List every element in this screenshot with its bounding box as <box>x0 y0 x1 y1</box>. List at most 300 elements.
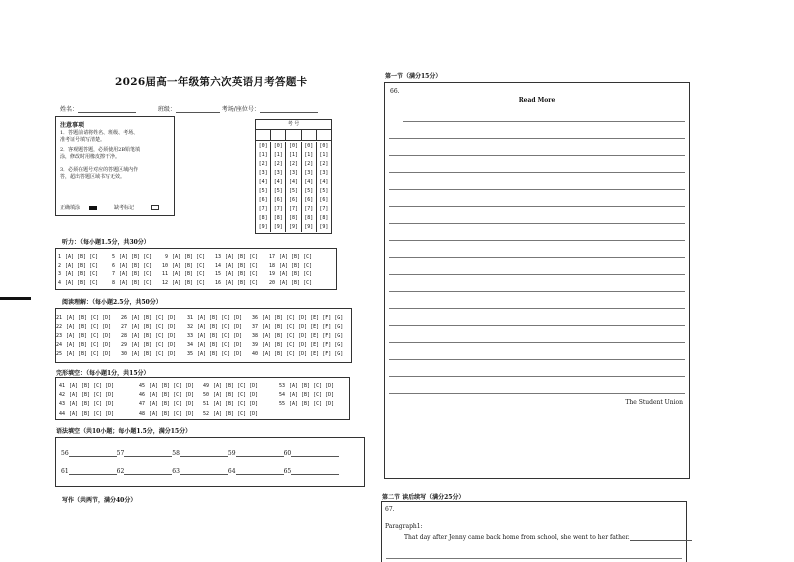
question-number: 17 <box>268 254 275 261</box>
answer-bubbles[interactable]: [A] [B] [C] <box>279 262 313 269</box>
missing-mark-label: 缺考标记 <box>114 205 135 211</box>
listening-question-row[interactable] <box>212 253 258 262</box>
answer-bubbles[interactable]: [A] [B] [C] [D] <box>131 314 177 321</box>
name-field[interactable] <box>78 106 136 113</box>
listening-question-row[interactable] <box>212 279 258 288</box>
cloze-question-row[interactable] <box>136 409 194 418</box>
question-number: 15 <box>214 271 221 278</box>
blank-num: 65 <box>283 468 292 475</box>
exam-digit-bubble[interactable]: [0] <box>273 143 283 149</box>
listening-question-row[interactable] <box>266 279 312 288</box>
listening-question-row[interactable] <box>266 262 312 271</box>
exam-digit-bubble[interactable]: [8] <box>273 215 283 221</box>
listening-group <box>106 253 152 287</box>
listening-question-row[interactable] <box>266 253 312 262</box>
question-number: 23 <box>55 332 62 339</box>
cloze-question-row[interactable] <box>200 400 258 409</box>
question-number: 8 <box>111 279 115 286</box>
answer-bubbles[interactable]: [A] [B] [C] [D] <box>197 351 243 358</box>
exam-digit-bubble[interactable]: [1] <box>304 152 314 158</box>
answer-bubbles[interactable]: [A] [B] [C] [D] <box>131 351 177 358</box>
notice-title: 注意事项 <box>60 122 85 129</box>
reading-question-row[interactable] <box>184 350 242 359</box>
exam-digit-bubble[interactable]: [8] <box>319 215 329 221</box>
reading-question-row[interactable] <box>118 313 176 322</box>
exam-digit-bubble[interactable]: [4] <box>258 179 268 185</box>
answer-bubbles[interactable]: [A] [B] [C] [D] [E] [F] [G] <box>262 342 344 349</box>
question-number: 54 <box>278 391 285 398</box>
cloze-question-row[interactable] <box>276 390 334 399</box>
answer-bubbles[interactable]: [A] [B] [C] [D] <box>289 382 335 389</box>
exam-digit-bubble[interactable]: [4] <box>304 179 314 185</box>
blank-num: 63 <box>172 468 180 475</box>
section2-number: 67. <box>385 506 395 513</box>
answer-bubbles[interactable]: [A] [B] [C] <box>119 279 153 286</box>
exam-digit-bubble[interactable]: [9] <box>258 224 268 230</box>
writing-line <box>403 121 685 122</box>
exam-digit-bubble[interactable]: [5] <box>304 188 314 194</box>
class-label: 班级： <box>157 106 176 113</box>
writing-label: 写作（共两节，满分40分） <box>62 497 137 504</box>
exam-number-column <box>271 142 286 232</box>
listening-question-row[interactable] <box>212 270 258 279</box>
answer-bubbles[interactable]: [A] [B] [C] [D] <box>213 401 259 408</box>
reading-question-row[interactable] <box>53 322 111 331</box>
cloze-question-row[interactable] <box>200 390 258 399</box>
exam-digit-bubble[interactable]: [9] <box>273 224 283 230</box>
answer-bubbles[interactable]: [A] [B] [C] [D] <box>131 332 177 339</box>
blank-num: 60 <box>283 450 292 457</box>
exam-digit-bubble[interactable]: [6] <box>273 197 283 203</box>
exam-digit-bubble[interactable]: [4] <box>319 179 329 185</box>
blank-field[interactable] <box>236 468 284 475</box>
exam-digit-bubble[interactable]: [7] <box>304 206 314 212</box>
cloze-question-row[interactable] <box>56 400 114 409</box>
listening-question-row[interactable] <box>52 270 98 279</box>
question-number: 3 <box>57 271 61 278</box>
answer-bubbles[interactable]: [A] [B] [C] [D] <box>289 391 335 398</box>
blank-num: 62 <box>116 468 125 475</box>
reading-box <box>55 308 352 363</box>
exam-digit-bubble[interactable]: [5] <box>273 188 283 194</box>
question-number: 42 <box>58 391 65 398</box>
exam-digit-bubble[interactable]: [3] <box>258 170 268 176</box>
answer-bubbles[interactable]: [A] [B] [C] [D] [E] [F] [G] <box>262 314 344 321</box>
question-number: 29 <box>120 342 127 349</box>
answer-bubbles[interactable]: [A] [B] [C] [D] [E] [F] [G] <box>262 323 344 330</box>
question-number: 47 <box>138 401 145 408</box>
exam-digit-bubble[interactable]: [7] <box>273 206 283 212</box>
exam-number-write-cell[interactable] <box>317 129 331 141</box>
blank-field[interactable] <box>180 450 228 457</box>
notice-box <box>55 116 175 216</box>
listening-box <box>55 248 337 290</box>
reading-label: 阅读理解：（每小题2.5分，共50分） <box>62 299 162 306</box>
writing-line <box>389 308 685 309</box>
reading-question-row[interactable] <box>118 322 176 331</box>
cloze-group <box>56 381 114 418</box>
exam-digit-bubble[interactable]: [9] <box>288 224 299 230</box>
question-number: 4 <box>57 279 61 286</box>
writing-line <box>389 155 685 156</box>
exam-digit-bubble[interactable]: [1] <box>273 152 283 158</box>
question-number: 9 <box>164 254 168 261</box>
exam-digit-bubble[interactable]: [4] <box>288 179 299 185</box>
reading-group <box>118 313 176 359</box>
question-number: 32 <box>186 323 193 330</box>
question-number: 49 <box>202 382 209 389</box>
reading-question-row[interactable] <box>249 322 343 331</box>
exam-digit-bubble[interactable]: [7] <box>258 206 268 212</box>
paragraph-opening <box>404 534 692 541</box>
answer-bubbles[interactable]: [A] [B] [C] [D] <box>69 410 115 417</box>
question-number: 21 <box>55 314 62 321</box>
listening-question-row[interactable] <box>106 262 152 271</box>
answer-bubbles[interactable]: [A] [B] [C] [D] <box>69 382 115 389</box>
answer-bubbles[interactable]: [A] [B] [C] <box>225 262 259 269</box>
answer-bubbles[interactable]: [A] [B] [C] [D] <box>289 401 335 408</box>
question-number: 44 <box>58 410 65 417</box>
answer-bubbles[interactable]: [A] [B] [C] [D] <box>197 332 243 339</box>
exam-number-column <box>302 142 317 232</box>
reading-question-row[interactable] <box>184 331 242 340</box>
question-number: 2 <box>57 262 61 269</box>
writing-line <box>389 223 685 224</box>
question-number: 43 <box>58 401 65 408</box>
question-number: 55 <box>278 401 285 408</box>
question-number: 7 <box>111 271 115 278</box>
cloze-question-row[interactable] <box>276 381 334 390</box>
question-number: 36 <box>251 314 258 321</box>
notice-item-1: 1．答题前请将姓名、班级、考场、准考证号填写清楚。 <box>60 130 139 143</box>
margin-mark <box>0 297 31 300</box>
question-number: 11 <box>161 271 168 278</box>
grammar-row-2 <box>61 468 339 475</box>
answer-bubbles[interactable]: [A] [B] [C] <box>225 254 259 261</box>
answer-bubbles[interactable]: [A] [B] [C] [D] [E] [F] [G] <box>262 351 344 358</box>
class-field[interactable] <box>176 106 220 113</box>
exam-number-title: 考 号 <box>256 121 331 130</box>
cloze-group <box>200 381 258 418</box>
answer-bubbles[interactable]: [A] [B] [C] [D] <box>66 351 112 358</box>
exam-number-write-cell[interactable] <box>286 129 301 141</box>
blank-field[interactable] <box>124 468 172 475</box>
exam-number-write-row[interactable] <box>256 129 331 141</box>
question-number: 50 <box>202 391 209 398</box>
answer-bubbles[interactable]: [A] [B] [C] [D] <box>131 342 177 349</box>
exam-digit-bubble[interactable]: [7] <box>319 206 329 212</box>
paragraph-blank[interactable] <box>630 534 692 541</box>
exam-digit-bubble[interactable]: [1] <box>288 152 299 158</box>
question-number: 27 <box>120 323 127 330</box>
exam-number-grid <box>255 119 332 234</box>
exam-digit-bubble[interactable]: [2] <box>319 161 329 167</box>
exam-digit-bubble[interactable]: [7] <box>288 206 299 212</box>
reading-question-row[interactable] <box>53 313 111 322</box>
exam-digit-bubble[interactable]: [9] <box>319 224 329 230</box>
exam-digit-bubble[interactable]: [8] <box>258 215 268 221</box>
question-number: 37 <box>251 323 258 330</box>
exam-digit-bubble[interactable]: [1] <box>319 152 329 158</box>
answer-bubbles[interactable]: [A] [B] [C] <box>279 254 313 261</box>
reading-question-row[interactable] <box>249 350 343 359</box>
writing-line <box>389 291 685 292</box>
cloze-question-row[interactable] <box>56 390 114 399</box>
question-number: 6 <box>111 262 115 269</box>
answer-bubbles[interactable]: [A] [B] [C] <box>119 254 153 261</box>
exam-digit-bubble[interactable]: [6] <box>319 197 329 203</box>
section2-box[interactable] <box>381 501 687 562</box>
question-number: 26 <box>120 314 127 321</box>
exam-number-write-cell[interactable] <box>302 129 317 141</box>
section1-label: 第一节（满分15分） <box>385 73 442 80</box>
listening-label: 听力：（每小题1.5分，共30分） <box>62 239 150 246</box>
listening-question-row[interactable] <box>52 253 98 262</box>
answer-bubbles[interactable]: [A] [B] [C] [D] <box>131 323 177 330</box>
answer-bubbles[interactable]: [A] [B] [C] <box>225 279 259 286</box>
answer-bubbles[interactable]: [A] [B] [C] [D] <box>213 382 259 389</box>
reading-question-row[interactable] <box>184 322 242 331</box>
cloze-question-row[interactable] <box>136 400 194 409</box>
answer-bubbles[interactable]: [A] [B] [C] <box>119 262 153 269</box>
exam-digit-bubble[interactable]: [6] <box>304 197 314 203</box>
question-number: 53 <box>278 382 285 389</box>
reading-question-row[interactable] <box>249 313 343 322</box>
exam-digit-bubble[interactable]: [8] <box>304 215 314 221</box>
blank-field[interactable] <box>291 450 339 457</box>
answer-bubbles[interactable]: [A] [B] [C] <box>279 271 313 278</box>
answer-bubbles[interactable]: [A] [B] [C] [D] <box>66 314 112 321</box>
question-number: 10 <box>161 262 168 269</box>
answer-bubbles[interactable]: [A] [B] [C] <box>65 279 99 286</box>
exam-digit-bubble[interactable]: [2] <box>273 161 283 167</box>
exam-number-write-cell[interactable] <box>271 129 286 141</box>
paragraph-opening-text: That day after Jenny came back home from school, she went to her father. <box>404 534 630 541</box>
question-number: 39 <box>251 342 258 349</box>
exam-digit-bubble[interactable]: [0] <box>319 143 329 149</box>
section1-heading: Read More <box>518 97 556 104</box>
room-field[interactable] <box>260 106 318 113</box>
question-number: 35 <box>186 351 193 358</box>
cloze-question-row[interactable] <box>200 409 258 418</box>
listening-question-row[interactable] <box>106 279 152 288</box>
notice-item-2: 2．客观题答题，必须使用2B铅笔填涂，修改时用橡皮擦干净。 <box>60 147 141 160</box>
answer-bubbles[interactable]: [A] [B] [C] <box>65 271 99 278</box>
writing-line <box>386 558 682 559</box>
exam-digit-bubble[interactable]: [0] <box>258 143 268 149</box>
reading-question-row[interactable] <box>53 341 111 350</box>
section1-number: 66. <box>390 88 400 95</box>
missing-mark-box[interactable] <box>151 205 159 210</box>
exam-digit-bubble[interactable]: [2] <box>258 161 268 167</box>
reading-question-row[interactable] <box>249 341 343 350</box>
answer-bubbles[interactable]: [A] [B] [C] [D] <box>149 391 195 398</box>
exam-digit-bubble[interactable]: [3] <box>273 170 283 176</box>
reading-group <box>53 313 111 359</box>
writing-line <box>389 359 685 360</box>
answer-bubbles[interactable]: [A] [B] [C] <box>172 254 206 261</box>
answer-bubbles[interactable]: [A] [B] [C] <box>65 254 99 261</box>
answer-bubbles[interactable]: [A] [B] [C] [D] <box>213 391 259 398</box>
exam-digit-bubble[interactable]: [2] <box>304 161 314 167</box>
question-number: 41 <box>58 382 65 389</box>
answer-bubbles[interactable]: [A] [B] [C] <box>119 271 153 278</box>
answer-bubbles[interactable]: [A] [B] [C] [D] <box>149 382 195 389</box>
cloze-question-row[interactable] <box>136 390 194 399</box>
cloze-question-row[interactable] <box>276 400 334 409</box>
blank-field[interactable] <box>69 450 117 457</box>
reading-question-row[interactable] <box>184 313 242 322</box>
blank-field[interactable] <box>69 468 117 475</box>
exam-digit-bubble[interactable]: [8] <box>288 215 299 221</box>
answer-bubbles[interactable]: [A] [B] [C] [D] <box>66 332 112 339</box>
blank-field[interactable] <box>124 450 172 457</box>
answer-bubbles[interactable]: [A] [B] [C] [D] <box>66 342 112 349</box>
cloze-question-row[interactable] <box>56 409 114 418</box>
answer-bubbles[interactable]: [A] [B] [C] [D] <box>213 410 259 417</box>
reading-question-row[interactable] <box>184 341 242 350</box>
listening-group <box>266 253 312 287</box>
answer-bubbles[interactable]: [A] [B] [C] <box>65 262 99 269</box>
exam-digit-bubble[interactable]: [6] <box>288 197 299 203</box>
exam-digit-bubble[interactable]: [5] <box>288 188 299 194</box>
listening-question-row[interactable] <box>159 279 205 288</box>
cloze-question-row[interactable] <box>136 381 194 390</box>
cloze-label: 完形填空：（每小题1分，共15分） <box>56 370 150 377</box>
exam-digit-bubble[interactable]: [5] <box>258 188 268 194</box>
exam-digit-bubble[interactable]: [0] <box>304 143 314 149</box>
question-number: 51 <box>202 401 209 408</box>
correct-fill-label: 正确填涂 <box>60 205 81 211</box>
reading-question-row[interactable] <box>53 331 111 340</box>
grammar-label: 语法填空（共10小题；每小题1.5分，满分15分） <box>56 428 192 435</box>
listening-question-row[interactable] <box>52 262 98 271</box>
writing-line <box>389 206 685 207</box>
question-number: 13 <box>214 254 221 261</box>
exam-number-write-cell[interactable] <box>256 129 271 141</box>
blank-field[interactable] <box>291 468 339 475</box>
answer-bubbles[interactable]: [A] [B] [C] [D] <box>149 401 195 408</box>
exam-number-column <box>286 142 301 232</box>
exam-digit-bubble[interactable]: [3] <box>304 170 314 176</box>
listening-question-row[interactable] <box>212 262 258 271</box>
exam-digit-bubble[interactable]: [3] <box>288 170 299 176</box>
reading-question-row[interactable] <box>53 350 111 359</box>
answer-bubbles[interactable]: [A] [B] [C] <box>172 279 206 286</box>
exam-digit-bubble[interactable]: [5] <box>319 188 329 194</box>
grammar-box <box>55 437 365 487</box>
listening-question-row[interactable] <box>159 270 205 279</box>
reading-question-row[interactable] <box>118 341 176 350</box>
cloze-question-row[interactable] <box>56 381 114 390</box>
question-number: 40 <box>251 351 258 358</box>
section1-box[interactable] <box>384 82 690 479</box>
paragraph-label: Paragraph1: <box>385 523 423 530</box>
exam-number-column <box>317 142 331 232</box>
blank-num: 61 <box>61 468 69 475</box>
exam-digit-bubble[interactable]: [1] <box>258 152 268 158</box>
blank-num: 64 <box>227 468 236 475</box>
question-number: 48 <box>138 410 145 417</box>
answer-bubbles[interactable]: [A] [B] [C] <box>279 279 313 286</box>
answer-bubbles[interactable]: [A] [B] [C] [D] <box>197 323 243 330</box>
cloze-group <box>276 381 334 409</box>
exam-digit-bubble[interactable]: [4] <box>273 179 283 185</box>
exam-digit-bubble[interactable]: [0] <box>288 143 299 149</box>
answer-bubbles[interactable]: [A] [B] [C] [D] <box>149 410 195 417</box>
exam-digit-bubble[interactable]: [6] <box>258 197 268 203</box>
question-number: 14 <box>214 262 221 269</box>
listening-question-row[interactable] <box>52 279 98 288</box>
listening-question-row[interactable] <box>159 253 205 262</box>
question-number: 33 <box>186 332 193 339</box>
reading-group <box>184 313 242 359</box>
reading-question-row[interactable] <box>118 331 176 340</box>
exam-digit-bubble[interactable]: [3] <box>319 170 329 176</box>
cloze-group <box>136 381 194 418</box>
listening-question-row[interactable] <box>266 270 312 279</box>
writing-line <box>389 189 685 190</box>
correct-fill-sample <box>89 206 97 210</box>
question-number: 22 <box>55 323 62 330</box>
exam-digit-bubble[interactable]: [2] <box>288 161 299 167</box>
blank-num: 56 <box>61 450 69 457</box>
name-label: 姓名： <box>60 106 79 113</box>
writing-line <box>389 325 685 326</box>
answer-bubbles[interactable]: [A] [B] [C] [D] <box>69 391 115 398</box>
answer-bubbles[interactable]: [A] [B] [C] [D] [E] [F] [G] <box>262 332 344 339</box>
listening-group <box>159 253 205 287</box>
writing-line <box>389 138 685 139</box>
blank-field[interactable] <box>236 450 284 457</box>
question-number: 25 <box>55 351 62 358</box>
answer-bubbles[interactable]: [A] [B] [C] <box>172 262 206 269</box>
answer-bubbles[interactable]: [A] [B] [C] <box>225 271 259 278</box>
writing-line <box>389 342 685 343</box>
answer-bubbles[interactable]: [A] [B] [C] [D] <box>197 314 243 321</box>
question-number: 20 <box>268 279 275 286</box>
question-number: 45 <box>138 382 145 389</box>
question-number: 30 <box>120 351 127 358</box>
listening-question-row[interactable] <box>106 253 152 262</box>
reading-group <box>249 313 343 359</box>
reading-question-row[interactable] <box>118 350 176 359</box>
blank-num: 58 <box>172 450 180 457</box>
exam-digit-bubble[interactable]: [9] <box>304 224 314 230</box>
room-label: 考场/座位号： <box>221 106 260 113</box>
question-number: 24 <box>55 342 62 349</box>
question-number: 18 <box>268 262 275 269</box>
listening-question-row[interactable] <box>106 270 152 279</box>
answer-bubbles[interactable]: [A] [B] [C] <box>172 271 206 278</box>
writing-line <box>389 257 685 258</box>
reading-question-row[interactable] <box>249 331 343 340</box>
blank-field[interactable] <box>180 468 228 475</box>
grammar-row-1 <box>61 450 339 457</box>
question-number: 12 <box>161 279 168 286</box>
answer-bubbles[interactable]: [A] [B] [C] [D] <box>197 342 243 349</box>
cloze-box <box>55 377 350 420</box>
question-number: 31 <box>186 314 193 321</box>
answer-bubbles[interactable]: [A] [B] [C] [D] <box>69 401 115 408</box>
exam-number-column <box>256 142 271 232</box>
cloze-question-row[interactable] <box>200 381 258 390</box>
question-number: 28 <box>120 332 127 339</box>
exam-number-bubbles[interactable] <box>256 142 331 232</box>
listening-question-row[interactable] <box>159 262 205 271</box>
question-number: 38 <box>251 332 258 339</box>
answer-bubbles[interactable]: [A] [B] [C] [D] <box>66 323 112 330</box>
